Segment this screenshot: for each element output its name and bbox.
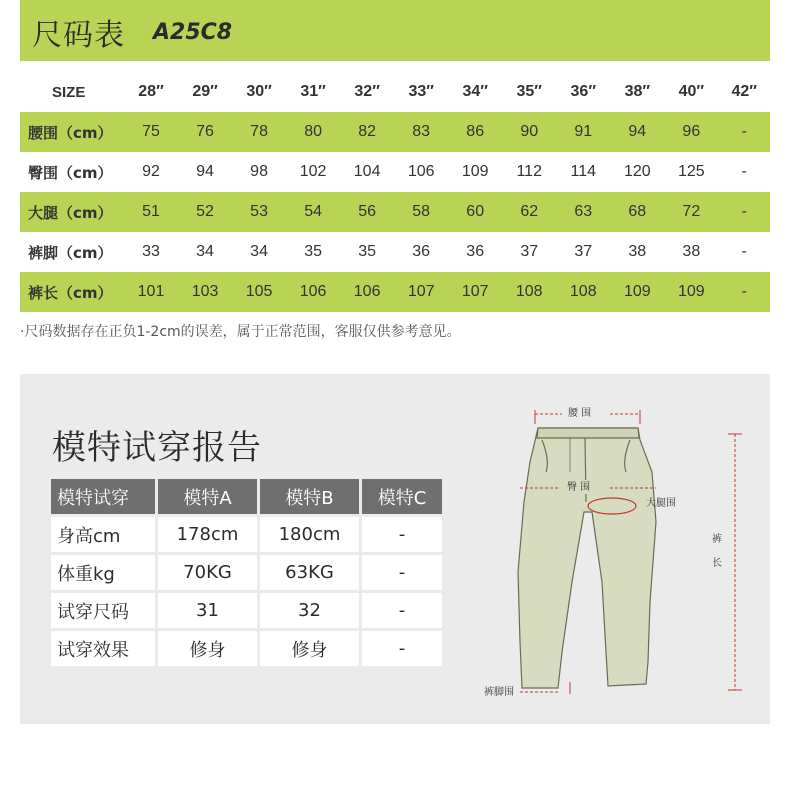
size-cell: 120 bbox=[623, 163, 651, 180]
length-label-1: 裤 bbox=[712, 534, 722, 545]
fit-header-cell: 模特C bbox=[362, 479, 442, 514]
size-cell: 34 bbox=[196, 243, 214, 260]
size-cell: 72 bbox=[664, 192, 718, 232]
size-col-42: 42″ bbox=[731, 83, 757, 100]
size-cell: 92 bbox=[142, 163, 160, 180]
size-cell: 125 bbox=[677, 163, 705, 180]
size-cell: 109 bbox=[610, 272, 664, 312]
hem-label: 裤脚围 bbox=[484, 687, 514, 698]
size-col-31: 31″ bbox=[300, 83, 326, 100]
size-col-35: 35″ bbox=[516, 83, 542, 100]
size-cell: 96 bbox=[664, 112, 718, 152]
title-banner bbox=[20, 0, 770, 61]
size-cell: 112 bbox=[516, 163, 542, 180]
fit-row-label: 身高cm bbox=[51, 517, 155, 552]
fit-cell: 180cm bbox=[260, 517, 359, 552]
hip-label: 臀 围 bbox=[567, 482, 591, 493]
size-cell: 90 bbox=[502, 112, 556, 152]
size-cell: 53 bbox=[232, 192, 286, 232]
size-row bbox=[20, 272, 770, 312]
size-cell: 68 bbox=[610, 192, 664, 232]
fit-cell: - bbox=[362, 593, 442, 628]
fit-row bbox=[51, 593, 442, 628]
length-label-2: 长 bbox=[712, 558, 722, 569]
size-cell: 54 bbox=[286, 192, 340, 232]
size-cell: - bbox=[741, 243, 747, 260]
size-cell: 51 bbox=[124, 192, 178, 232]
size-cell: 36 bbox=[412, 243, 431, 260]
fit-cell: 修身 bbox=[260, 631, 359, 666]
fit-report-title: 模特试穿报告 bbox=[52, 428, 262, 468]
size-cell: 34 bbox=[250, 243, 268, 260]
fit-cell: 178cm bbox=[158, 517, 257, 552]
fit-row bbox=[51, 631, 442, 666]
size-cell: 35 bbox=[304, 243, 322, 260]
fit-row-label: 体重kg bbox=[51, 555, 155, 590]
size-cell: - bbox=[718, 192, 770, 232]
size-col-30: 30″ bbox=[246, 83, 272, 100]
size-col-29: 29″ bbox=[192, 83, 218, 100]
fit-row bbox=[51, 517, 442, 552]
fit-header-cell: 模特试穿 bbox=[51, 479, 155, 514]
size-cell: 94 bbox=[610, 112, 664, 152]
fit-cell: - bbox=[362, 555, 442, 590]
size-cell: 104 bbox=[353, 163, 381, 180]
size-col-34: 34″ bbox=[462, 83, 488, 100]
size-cell: 52 bbox=[178, 192, 232, 232]
fit-report-table bbox=[51, 479, 442, 669]
size-cell: 80 bbox=[286, 112, 340, 152]
size-cell: 62 bbox=[502, 192, 556, 232]
size-cell: 106 bbox=[340, 272, 394, 312]
size-cell: 63 bbox=[556, 192, 610, 232]
size-cell: 86 bbox=[448, 112, 502, 152]
size-row-label: 腰围（cm） bbox=[20, 112, 124, 152]
size-cell: 106 bbox=[407, 163, 435, 180]
size-cell: 76 bbox=[178, 112, 232, 152]
size-row-label: 裤长（cm） bbox=[20, 272, 124, 312]
size-cell: - bbox=[718, 272, 770, 312]
size-cell: 108 bbox=[556, 272, 610, 312]
fit-header-cell: 模特A bbox=[158, 479, 257, 514]
size-cell: 33 bbox=[142, 243, 160, 260]
size-cell: 58 bbox=[394, 192, 448, 232]
page-title: 尺码表 bbox=[32, 18, 125, 53]
size-cell: 37 bbox=[520, 243, 539, 260]
fit-report-panel bbox=[20, 374, 770, 724]
size-cell: 38 bbox=[628, 243, 647, 260]
size-cell: 98 bbox=[250, 163, 268, 180]
size-row bbox=[20, 112, 770, 152]
size-cell: - bbox=[718, 112, 770, 152]
size-cell: 102 bbox=[299, 163, 327, 180]
size-cell: 101 bbox=[124, 272, 178, 312]
size-cell: 36 bbox=[466, 243, 485, 260]
size-cell: - bbox=[741, 163, 747, 180]
fit-row-label: 试穿尺码 bbox=[51, 593, 155, 628]
size-cell: 60 bbox=[448, 192, 502, 232]
size-cell: 105 bbox=[232, 272, 286, 312]
size-cell: 83 bbox=[394, 112, 448, 152]
size-cell: 78 bbox=[232, 112, 286, 152]
size-row-label: 裤脚（cm） bbox=[28, 243, 113, 262]
size-col-36: 36″ bbox=[570, 83, 596, 100]
size-note: ·尺码数据存在正负1-2cm的误差，属于正常范围，客服仅供参考意见。 bbox=[20, 324, 461, 340]
size-header-row bbox=[20, 72, 770, 112]
pants-illustration bbox=[518, 428, 656, 688]
fit-cell: 修身 bbox=[158, 631, 257, 666]
fit-header-row bbox=[51, 479, 442, 514]
waist-label: 腰 围 bbox=[568, 408, 592, 419]
size-col-33: 33″ bbox=[408, 83, 434, 100]
thigh-label: 大腿围 bbox=[646, 498, 676, 509]
size-cell: 108 bbox=[502, 272, 556, 312]
size-col-28: 28″ bbox=[138, 83, 164, 100]
size-row bbox=[20, 192, 770, 232]
size-cell: 38 bbox=[682, 243, 701, 260]
size-col-40: 40″ bbox=[678, 83, 705, 100]
size-cell: 106 bbox=[286, 272, 340, 312]
size-row bbox=[20, 152, 770, 192]
size-cell: 107 bbox=[394, 272, 448, 312]
fit-cell: - bbox=[362, 631, 442, 666]
size-cell: 94 bbox=[196, 163, 214, 180]
fit-cell: 31 bbox=[158, 593, 257, 628]
fit-row bbox=[51, 555, 442, 590]
size-cell: 114 bbox=[570, 163, 597, 180]
product-code: A25C8 bbox=[153, 20, 233, 45]
fit-header-cell: 模特B bbox=[260, 479, 359, 514]
size-row-label: 臀围（cm） bbox=[28, 163, 113, 182]
size-row-label: 大腿（cm） bbox=[20, 192, 124, 232]
fit-cell: 63KG bbox=[260, 555, 359, 590]
size-cell: 82 bbox=[340, 112, 394, 152]
fit-cell: - bbox=[362, 517, 442, 552]
size-cell: 107 bbox=[448, 272, 502, 312]
size-table bbox=[20, 72, 770, 312]
size-header-label: SIZE bbox=[52, 83, 86, 101]
size-cell: 35 bbox=[358, 243, 377, 260]
fit-row-label: 试穿效果 bbox=[51, 631, 155, 666]
fit-cell: 70KG bbox=[158, 555, 257, 590]
size-row bbox=[20, 232, 770, 272]
size-cell: 109 bbox=[664, 272, 718, 312]
size-cell: 56 bbox=[340, 192, 394, 232]
size-col-38: 38″ bbox=[624, 83, 651, 100]
size-cell: 103 bbox=[178, 272, 232, 312]
fit-cell: 32 bbox=[260, 593, 359, 628]
size-cell: 91 bbox=[556, 112, 610, 152]
size-cell: 37 bbox=[574, 243, 593, 260]
size-cell: 109 bbox=[461, 163, 489, 180]
size-col-32: 32″ bbox=[354, 83, 380, 100]
pants-diagram bbox=[480, 402, 760, 712]
size-cell: 75 bbox=[124, 112, 178, 152]
